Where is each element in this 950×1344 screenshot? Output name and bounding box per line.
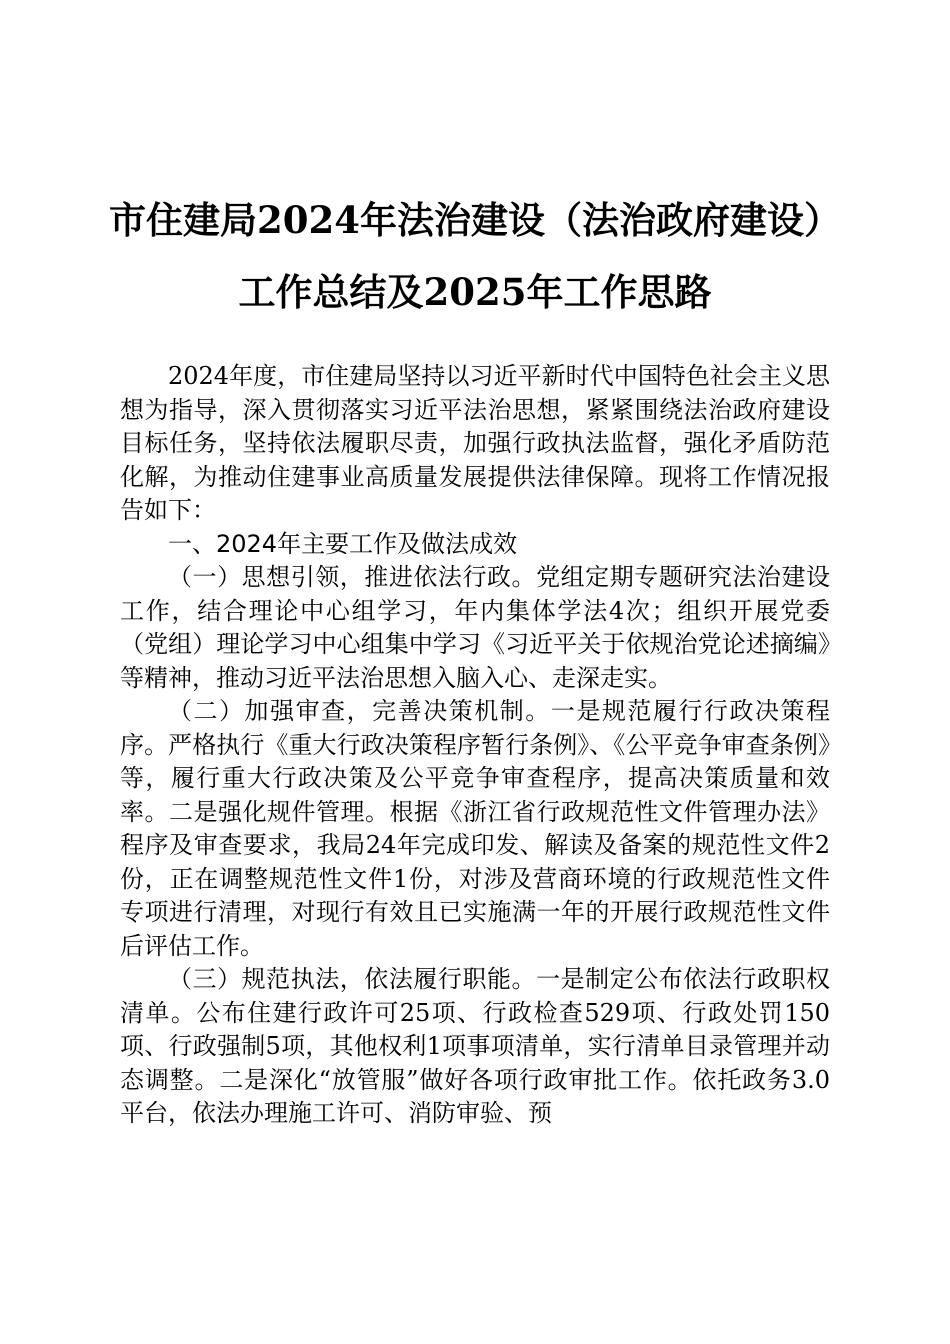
intro-paragraph: 2024年度，市住建局坚持以习近平新时代中国特色社会主义思想为指导，深入贯彻落实习近平法治思想，紧紧围绕法治政府建设目标任务，坚持依法履职尽责，加强行政执法监督，强化矛盾防范化解，为推动住建事业高质量发展提供法律保障。现将工作情况报告如下： xyxy=(120,362,830,524)
paragraph-2-lead: （二）加强审查，完善决策机制。 xyxy=(168,697,551,725)
paragraph-3-lead: （三）规范执法，依法履行职能。 xyxy=(168,965,537,993)
paragraph-1 xyxy=(120,561,830,695)
paragraph-1-body: 党组定期专题研究法治建设工作，结合理论中心组学习，年内集体学法4次；组织开展党委（党组）理论学习中心组集中学习《习近平关于依规治党论述摘编》等精神，推动习近平法治思想入脑入心、走深走实。 xyxy=(120,563,831,692)
paragraph-2-body: 一是规范履行行政决策程序。严格执行《重大行政决策程序暂行条例》、《公平竞争审查条例》等，履行重大行政决策及公平竞争审查程序，提高决策质量和效率。二是强化规件管理。根据《浙江省行政规范性文件管理办法》程序及审查要求，我局24年完成印发、解读及备案的规范性文件2份，正在调整规范性文件1份，对涉及营商环境的行政规范性文件专项进行清理，对现行有效且已实施满一年的开展行政规范性文件后评估工作。 xyxy=(120,697,831,960)
paragraph-2 xyxy=(120,695,830,963)
document-body xyxy=(120,360,830,1131)
section-heading: 一、2024年主要工作及做法成效 xyxy=(168,529,518,558)
paragraph-3-body: 一是制定公布依法行政职权清单。公布住建行政许可25项、行政检查529项、行政处罚150项、行政强制5项，其他权利1项事项清单，实行清单目录管理并动态调整。二是深化“放管服”做好各项行政审批工作。依托政务3.0平台，依法办理施工许可、消防审验、预 xyxy=(120,965,831,1127)
paragraph-1-lead: （一）思想引领，推进依法行政。 xyxy=(168,563,537,591)
document-title-line-1: 市住建局2024年法治建设（法治政府建设） xyxy=(109,198,841,242)
document-title-line-2: 工作总结及2025年工作思路 xyxy=(238,270,712,314)
paragraph-3 xyxy=(120,963,830,1131)
